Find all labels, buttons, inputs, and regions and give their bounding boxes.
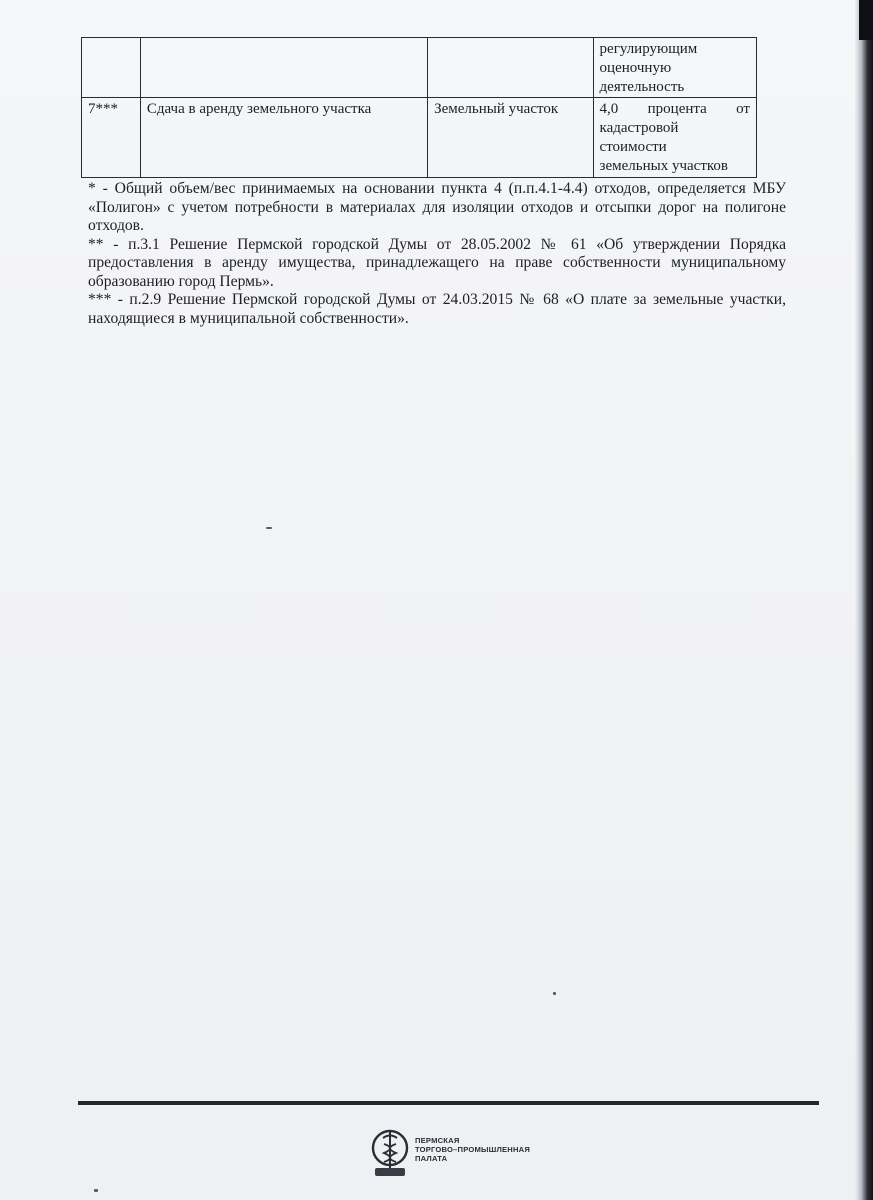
footnote-1: * - Общий объем/вес принимаемых на основании пункта 4 (п.п.4.1-4.4) отходов, определяется МБУ «Полигон» с учетом потребности в материалах для изоляции отходов и отсыпки дорог на полигоне отходов. [88, 180, 786, 234]
logo-line: ПАЛАТА [415, 1154, 448, 1164]
table-cell-service [140, 38, 427, 98]
table-cell-service: Сдача в аренду земельного участка [140, 98, 427, 178]
table-cell-number [82, 38, 141, 98]
scan-edge-shadow [855, 0, 873, 1200]
table-cell-price [593, 98, 756, 178]
price-word: от [736, 101, 750, 117]
footnote-2: ** - п.3.1 Решение Пермской городской Думы от 28.05.2002 № 61 «Об утверждении Порядка предоставления в аренду имущества, принадлежащего на праве собственности муниципальному образованию город Пермь». [88, 235, 786, 290]
table-cell-object [428, 38, 593, 98]
logo-line: ПЕРМСКАЯ [415, 1136, 460, 1145]
chamber-logo [369, 1124, 539, 1190]
price-word: 4,0 [599, 101, 619, 117]
table-cell-number: 7*** [82, 98, 141, 178]
price-line: земельных участков [599, 158, 728, 174]
caduceus-emblem-icon [369, 1124, 411, 1180]
table-row [82, 38, 757, 98]
price-line: регулирующим [599, 41, 698, 57]
scan-speck [94, 1189, 98, 1192]
logo-line: ТОРГОВО–ПРОМЫШЛЕННАЯ [415, 1145, 530, 1155]
table-cell-price [593, 38, 756, 98]
price-line: оценочную [599, 60, 672, 76]
footer-divider [78, 1101, 819, 1105]
scan-corner-shadow [859, 0, 873, 40]
scan-speck [266, 527, 272, 529]
price-line: кадастровой [599, 120, 679, 136]
footnote-3: *** - п.2.9 Решение Пермской городской Думы от 24.03.2015 № 68 «О плате за земельные участки, находящиеся в муниципальной собственности». [88, 291, 786, 327]
price-line: деятельность [599, 79, 685, 95]
price-line-justified [600, 100, 750, 119]
footnotes [88, 180, 786, 328]
price-word: процента [647, 101, 707, 117]
table-cell-object: Земельный участок [428, 98, 593, 178]
scan-speck [553, 992, 556, 995]
logo-wordmark [415, 1136, 530, 1164]
table-row [82, 98, 757, 178]
price-line: стоимости [599, 139, 667, 155]
tariff-table [81, 37, 757, 178]
